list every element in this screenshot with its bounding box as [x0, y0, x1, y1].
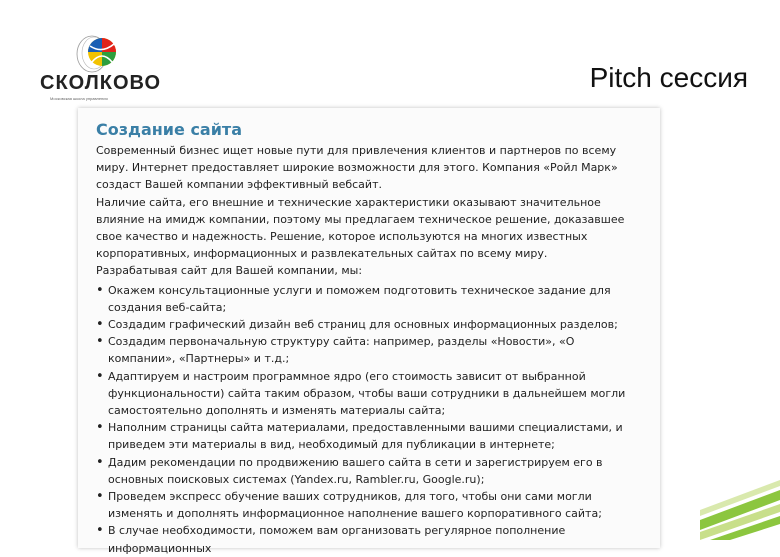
- slide-title: Pitch сессия: [589, 62, 748, 93]
- skolkovo-emblem-icon: [76, 32, 120, 76]
- content-panel: [78, 108, 660, 555]
- logo-tagline: Московская школа управления: [50, 96, 108, 101]
- list-item: • Создадим первоначальную структуру сайта: например, разделы «Новости», «О компании», «Партнеры» и т.д.;: [96, 333, 644, 367]
- service-list: [96, 282, 644, 557]
- list-item: • Проведем экспресс обучение ваших сотрудников, для того, чтобы они сами могли изменять и дополнять информационное наполнение вашего корпоративного сайта;: [96, 488, 644, 522]
- list-item: • Окажем консультационные услуги и поможем подготовить техническое задание для создания веб-сайта;: [96, 282, 644, 316]
- lead-in-paragraph: Разрабатывая сайт для Вашей компании, мы:: [96, 264, 363, 278]
- list-item: • В случае необходимости, поможем вам организовать регулярное пополнение информационных: [96, 522, 644, 556]
- list-item: • Адаптируем и настроим программное ядро (его стоимость зависит от выбранной функциональности) сайта таким образом, чтобы ваши сотрудники в дальнейшем могли самостоятельно дополнять и изменять материалы сайта;: [96, 368, 644, 420]
- decorative-stripes-icon: [700, 470, 780, 540]
- intro-paragraph: Современный бизнес ищет новые пути для привлечения клиентов и партнеров по всему миру. Интернет предоставляет широкие возможности для этого. Компания «Ройл Марк» создаст Вашей компании эффективный вебсайт.: [96, 144, 618, 192]
- skolkovo-logo: [40, 28, 162, 101]
- section-heading: Создание сайта: [96, 120, 242, 139]
- list-item: • Создадим графический дизайн веб страниц для основных информационных разделов;: [96, 316, 644, 333]
- logo-wordmark: СКОЛКОВО: [40, 72, 162, 94]
- list-item: • Наполним страницы сайта материалами, предоставленными вашими специалистами, и приведем эти материалы в вид, необходимый для публикации в интернете;: [96, 419, 644, 453]
- list-item: • Дадим рекомендации по продвижению вашего сайта в сети и зарегистрируем его в основных поисковых системах (Yandex.ru, Rambler.ru, Google.ru);: [96, 454, 644, 488]
- body-paragraph: Наличие сайта, его внешние и технические характеристики оказывают значительное влияние на имидж компании, поэтому мы предлагаем техническое решение, доказавшее свое качество и надежность. Решение, которое используются на многих известных корпоративных, информационных и развлекательных сайтах по всему миру.: [96, 195, 625, 261]
